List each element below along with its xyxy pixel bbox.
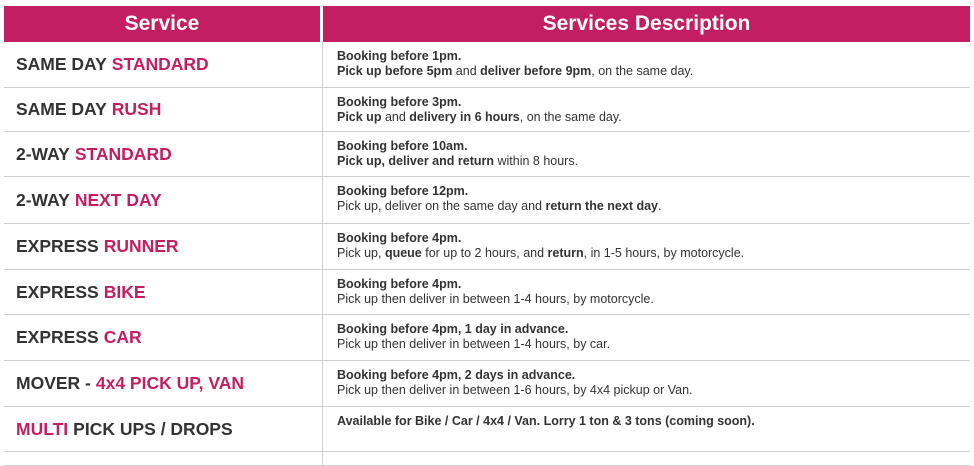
service-description xyxy=(323,452,970,465)
description-line-1: Booking before 12pm. xyxy=(337,184,469,198)
services-table xyxy=(4,6,970,466)
service-name xyxy=(4,224,323,269)
service-name-prefix: SAME DAY xyxy=(16,99,107,119)
table-row xyxy=(4,407,970,452)
service-name-accent: MULTI xyxy=(16,418,69,439)
service-name xyxy=(4,452,323,465)
table-row xyxy=(4,132,970,177)
service-name xyxy=(4,407,323,451)
service-name xyxy=(4,177,323,223)
service-name xyxy=(4,315,323,360)
service-name-accent: CAR xyxy=(103,327,142,347)
service-name-prefix: EXPRESS xyxy=(16,281,99,302)
service-name-accent: STANDARD xyxy=(74,143,172,164)
description-line-1: Available for Bike / Car / 4x4 / Van. Lorry 1 ton & 3 tons (coming soon). xyxy=(337,414,755,428)
description-line-2: Pick up and delivery in 6 hours, on the same day. xyxy=(337,110,622,124)
service-name xyxy=(4,270,323,314)
table-row xyxy=(4,315,970,361)
service-name-accent: RUSH xyxy=(111,99,162,119)
service-description xyxy=(323,88,970,131)
service-name-suffix: PICK UPS / DROPS xyxy=(73,418,233,439)
description-line-1: Booking before 4pm, 2 days in advance. xyxy=(337,368,576,382)
header-description: Services Description xyxy=(542,12,751,35)
service-description xyxy=(323,270,970,314)
service-description xyxy=(323,42,970,87)
service-name xyxy=(4,132,323,176)
service-name-accent: 4x4 PICK UP, VAN xyxy=(95,373,245,393)
service-description xyxy=(323,407,970,451)
description-line-1: Booking before 4pm, 1 day in advance. xyxy=(337,322,569,336)
service-description xyxy=(323,224,970,269)
description-line-2: Pick up, deliver on the same day and return the next day. xyxy=(337,199,662,213)
table-row xyxy=(4,270,970,315)
service-name-prefix: 2-WAY xyxy=(16,189,70,210)
description-line-2: Pick up then deliver in between 1-6 hours, by 4x4 pickup or Van. xyxy=(337,383,693,397)
description-line-1: Booking before 3pm. xyxy=(337,95,462,109)
description-line-2: Pick up before 5pm and deliver before 9pm, on the same day. xyxy=(337,64,694,78)
table-header xyxy=(4,6,970,42)
service-name xyxy=(4,361,323,406)
description-line-2: Pick up then deliver in between 1-4 hours, by motorcycle. xyxy=(337,292,654,306)
service-name-accent: NEXT DAY xyxy=(74,189,162,210)
service-name-prefix: 2-WAY xyxy=(16,143,70,164)
service-description xyxy=(323,361,970,406)
description-line-2: Pick up, queue for up to 2 hours, and return, in 1-5 hours, by motorcycle. xyxy=(337,246,745,260)
service-name-prefix: EXPRESS xyxy=(16,327,99,347)
table-row xyxy=(4,42,970,88)
header-service: Service xyxy=(4,6,323,42)
description-line-1: Booking before 1pm. xyxy=(337,49,462,63)
description-line-2: Pick up then deliver in between 1-4 hours, by car. xyxy=(337,337,611,351)
service-name-prefix: MOVER - xyxy=(16,373,91,393)
table-row xyxy=(4,88,970,132)
description-line-1: Booking before 4pm. xyxy=(337,277,462,291)
description-line-1: Booking before 10am. xyxy=(337,139,468,153)
service-name xyxy=(4,88,323,131)
table-row xyxy=(4,177,970,224)
service-description xyxy=(323,132,970,176)
service-name-accent: BIKE xyxy=(103,281,146,302)
description-line-1: Booking before 4pm. xyxy=(337,231,462,245)
description-line-2: Pick up, deliver and return within 8 hours. xyxy=(337,154,579,168)
service-name-accent: RUNNER xyxy=(103,236,179,256)
service-name-accent: STANDARD xyxy=(111,54,209,74)
table-body xyxy=(4,42,970,466)
table-row xyxy=(4,361,970,407)
service-name xyxy=(4,42,323,87)
table-row xyxy=(4,224,970,270)
service-description xyxy=(323,177,970,223)
service-description xyxy=(323,315,970,360)
service-name-prefix: SAME DAY xyxy=(16,54,107,74)
service-name-prefix: EXPRESS xyxy=(16,236,99,256)
